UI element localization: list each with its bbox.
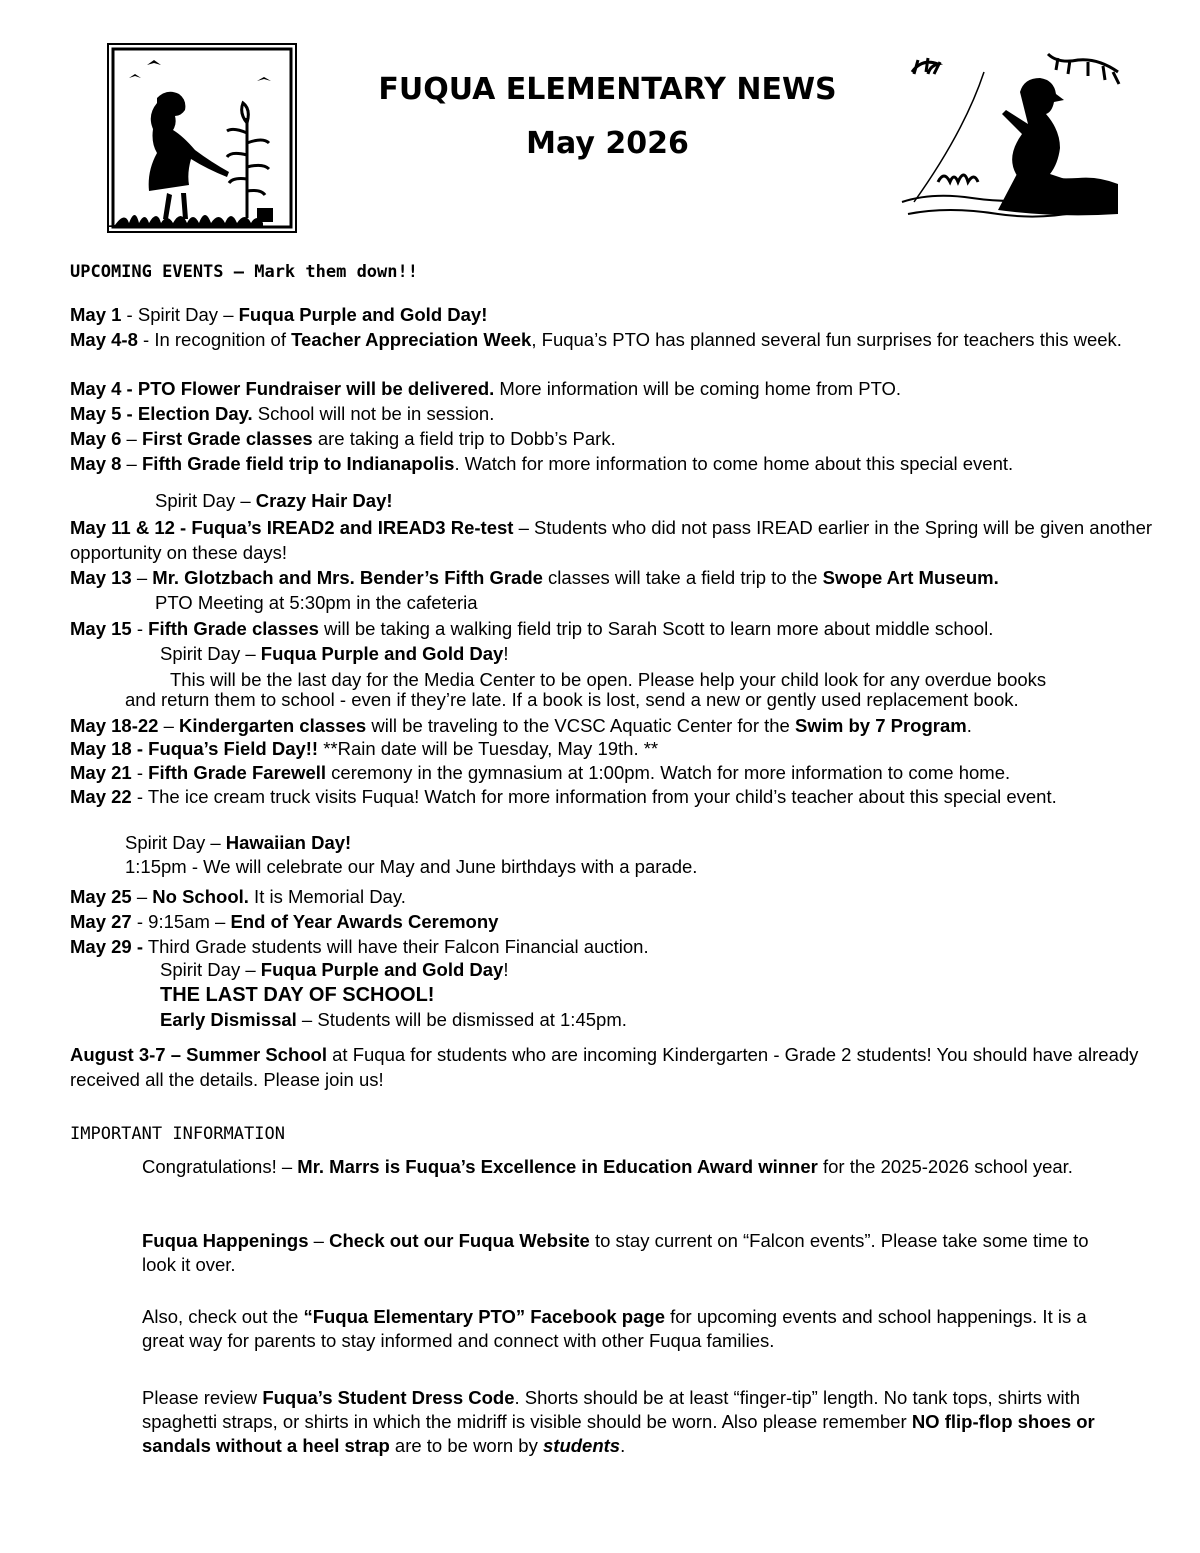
event-may-29: May 29 - Third Grade students will have their Falcon Financial auction. bbox=[70, 936, 649, 957]
important-information-heading: IMPORTANT INFORMATION bbox=[70, 1124, 285, 1144]
event-may-21: May 21 - Fifth Grade Farewell ceremony in the gymnasium at 1:00pm. Watch for more information to come home. bbox=[70, 762, 1011, 783]
event-may-15-spirit: Spirit Day – Fuqua Purple and Gold Day! bbox=[160, 643, 509, 664]
event-august-3-7: August 3-7 – Summer School at Fuqua for students who are incoming Kindergarten - Grade 2 students! You should have already received all the details. Please join us! bbox=[70, 1044, 1139, 1090]
newsletter-month: May 2026 bbox=[526, 126, 689, 161]
event-may-15-media-2: and return them to school - even if they’re late. If a book is lost, send a new or gently used replacement book. bbox=[125, 689, 1019, 710]
upcoming-events-heading: UPCOMING EVENTS – Mark them down!! bbox=[70, 262, 418, 282]
event-may-29-spirit: Spirit Day – Fuqua Purple and Gold Day! bbox=[160, 959, 509, 980]
event-may-8-spirit: Spirit Day – Crazy Hair Day! bbox=[155, 490, 393, 511]
event-may-15: May 15 - Fifth Grade classes will be taking a walking field trip to Sarah Scott to learn more about middle school. bbox=[70, 618, 994, 639]
fishing-child-art bbox=[898, 52, 1126, 224]
event-may-27: May 27 - 9:15am – End of Year Awards Ceremony bbox=[70, 911, 499, 932]
info-dress-code: Please review Fuqua’s Student Dress Code. Shorts should be at least “finger-tip” length. No tank tops, shirts with spaghetti straps, or shirts in which the midriff is visible should be worn. Also please remember NO flip-flop shoes or sandals without a heel strap are to be worn by students. bbox=[142, 1387, 1095, 1456]
event-may-1: May 1 - Spirit Day – Fuqua Purple and Gold Day! bbox=[70, 304, 488, 325]
early-dismissal: Early Dismissal – Students will be dismissed at 1:45pm. bbox=[160, 1009, 627, 1030]
info-award: Congratulations! – Mr. Marrs is Fuqua’s Excellence in Education Award winner for the 2025-2026 school year. bbox=[142, 1156, 1073, 1177]
event-may-4-8: May 4-8 - In recognition of Teacher Appreciation Week, Fuqua’s PTO has planned several fun surprises for teachers this week. bbox=[70, 329, 1122, 350]
info-fuqua-website: Fuqua Happenings – Check out our Fuqua Website to stay current on “Falcon events”. Please take some time to look it over. bbox=[142, 1230, 1089, 1275]
info-pto-facebook: Also, check out the “Fuqua Elementary PTO” Facebook page for upcoming events and school happenings. It is a great way for parents to stay informed and connect with other Fuqua families. bbox=[142, 1306, 1087, 1351]
event-may-18-22: May 18-22 – Kindergarten classes will be traveling to the VCSC Aquatic Center for the Swim by 7 Program. bbox=[70, 715, 972, 736]
event-may-4: May 4 - PTO Flower Fundraiser will be delivered. More information will be coming home from PTO. bbox=[70, 378, 902, 399]
event-may-25: May 25 – No School. It is Memorial Day. bbox=[70, 886, 406, 907]
event-may-13-pto: PTO Meeting at 5:30pm in the cafeteria bbox=[155, 592, 478, 613]
last-day-of-school: THE LAST DAY OF SCHOOL! bbox=[160, 984, 435, 1006]
event-may-6: May 6 – First Grade classes are taking a field trip to Dobb’s Park. bbox=[70, 428, 616, 449]
event-may-18: May 18 - Fuqua’s Field Day!! **Rain date will be Tuesday, May 19th. ** bbox=[70, 738, 659, 759]
event-may-13: May 13 – Mr. Glotzbach and Mrs. Bender’s Fifth Grade classes will take a field trip to the Swope Art Museum. bbox=[70, 567, 999, 588]
newsletter-title: FUQUA ELEMENTARY NEWS bbox=[378, 72, 837, 107]
gardening-girl-art bbox=[107, 43, 297, 233]
event-may-22-spirit: Spirit Day – Hawaiian Day! bbox=[125, 832, 352, 853]
event-may-22: May 22 - The ice cream truck visits Fuqua! Watch for more information from your child’s teacher about this special event. bbox=[70, 786, 1057, 807]
event-may-5: May 5 - Election Day. School will not be in session. bbox=[70, 403, 495, 424]
event-may-8: May 8 – Fifth Grade field trip to Indianapolis. Watch for more information to come home about this special event. bbox=[70, 453, 1014, 474]
event-may-15-media-1: This will be the last day for the Media Center to be open. Please help your child look for any overdue books bbox=[170, 669, 1047, 690]
event-may-22-birthdays: 1:15pm - We will celebrate our May and June birthdays with a parade. bbox=[125, 856, 698, 877]
event-may-11-12: May 11 & 12 - Fuqua’s IREAD2 and IREAD3 Re-test – Students who did not pass IREAD earlier in the Spring will be given another opportunity on these days! bbox=[70, 517, 1153, 563]
